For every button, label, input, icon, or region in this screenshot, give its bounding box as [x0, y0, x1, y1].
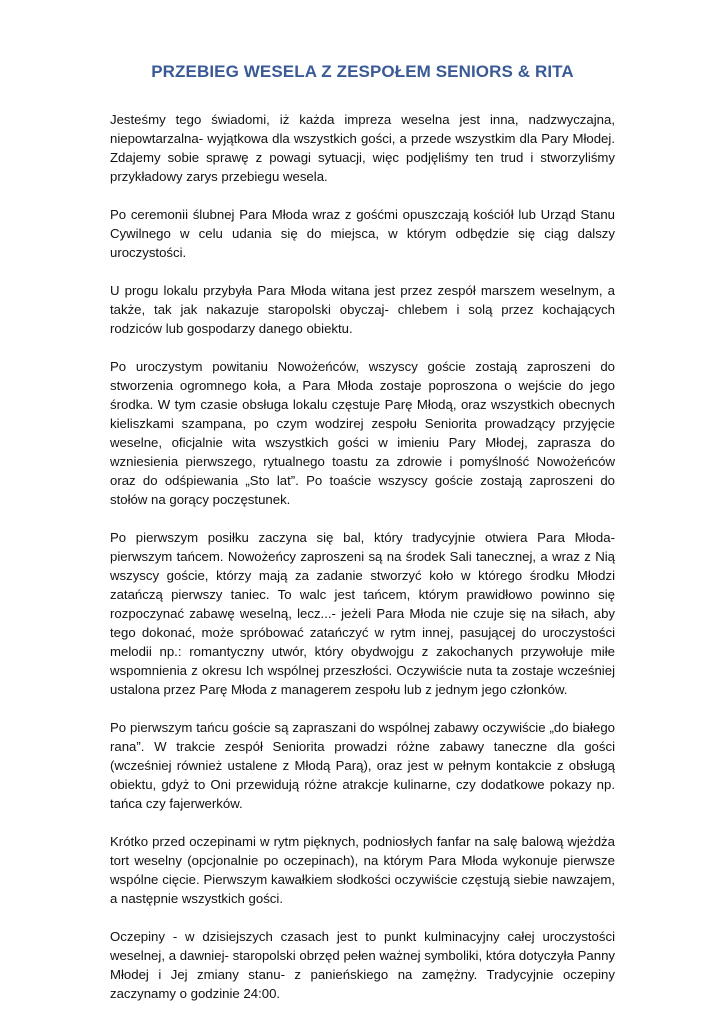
- document-page: [110, 62, 615, 1022]
- paragraph-cake: Krótko przed oczepinami w rytm pięknych, podniosłych fanfar na salę balową wjeżdża tort weselny (opcjonalnie po oczepinach), na którym Para Młoda wykonuje pierwsze wspólne cięcie. Pierwszym kawałkiem słodkości oczywiście częstują siebie nawzajem, a następnie wszystkich gości.: [110, 834, 615, 906]
- paragraph-welcome: U progu lokalu przybyła Para Młoda witana jest przez zespół marszem weselnym, a także, tak jak nakazuje staropolski obyczaj- chlebem i solą przez kochających rodziców lub gospodarzy danego obiektu.: [110, 283, 615, 336]
- paragraph-ceremony: Po ceremonii ślubnej Para Młoda wraz z gośćmi opuszczają kościół lub Urząd Stanu Cywilnego w celu udania się do miejsca, w którym odbędzie się ciąg dalszy uroczystości.: [110, 207, 615, 260]
- paragraph-first-dance: Po pierwszym posiłku zaczyna się bal, który tradycyjnie otwiera Para Młoda- pierwszym tańcem. Nowożeńcy zaproszeni są na środek Sali tanecznej, a wraz z Nią wszyscy goście, którzy mają za zadanie stworzyć koło w którego środku Młodzi zatańczą pierwszy taniec. To walc jest tańcem, którym prawidłowo powinno się rozpoczynać zabawę weselną, lecz...- jeżeli Para Młoda nie czuje się na siłach, aby tego dokonać, może spróbować zatańczyć w rytm innej, pasującej do uroczystości melodii np.: romantyczny utwór, który obydwojgu z zakochanych przywołuje miłe wspomnienia z okresu Ich wspólnej przeszłości. Oczywiście nuta ta zostaje wcześniej ustalona przez Parę Młoda z managerem zespołu lub z jednym jego członków.: [110, 530, 615, 697]
- paragraph-toast: Po uroczystym powitaniu Nowożeńców, wszyscy goście zostają zaproszeni do stworzenia ogromnego koła, a Para Młoda zostaje poproszona o wejście do jego środka. W tym czasie obsługa lokalu częstuje Parę Młodą, oraz wszystkich obecnych kieliszkami szampana, po czym wodzirej zespołu Seniorita prowadzący przyjęcie weselne, oficjalnie wita wszystkich gości w imieniu Pary Młodej, zaprasza do wzniesienia pierwszego, rytualnego toastu za zdrowie i pomyślność Nowożeńców oraz do odśpiewania „Sto lat”. Po toaście wszyscy goście zostają zaproszeni do stołów na gorący poczęstunek.: [110, 359, 615, 507]
- paragraph-intro: Jesteśmy tego świadomi, iż każda impreza weselna jest inna, nadzwyczajna, niepowtarzalna- wyjątkowa dla wszystkich gości, a przede wszystkim dla Pary Młodej. Zdajemy sobie sprawę z powagi sytuacji, więc podjęliśmy ten trud i stworzyliśmy przykładowy zarys przebiegu wesela.: [110, 112, 615, 184]
- document-title: PRZEBIEG WESELA Z ZESPOŁEM SENIORS & RITA: [151, 62, 574, 81]
- paragraph-oczepiny: Oczepiny - w dzisiejszych czasach jest to punkt kulminacyjny całej uroczystości weselnej, a dawniej- staropolski obrzęd pełen ważnej symboliki, która dotyczyła Panny Młodej i Jej zmiany stanu- z panieńskiego na zamężny. Tradycyjnie oczepiny zaczynamy o godzinie 24:00.: [110, 929, 615, 1001]
- paragraph-party: Po pierwszym tańcu goście są zapraszani do wspólnej zabawy oczywiście „do białego rana”. W trakcie zespół Seniorita prowadzi różne zabawy taneczne dla gości (wcześniej również ustalene z Młodą Parą), oraz jest w pełnym kontakcie z obsługą obiektu, gdyż to Oni przewidują różne atrakcje kulinarne, czy dodatkowe pokazy np. tańca czy fajerwerków.: [110, 720, 615, 811]
